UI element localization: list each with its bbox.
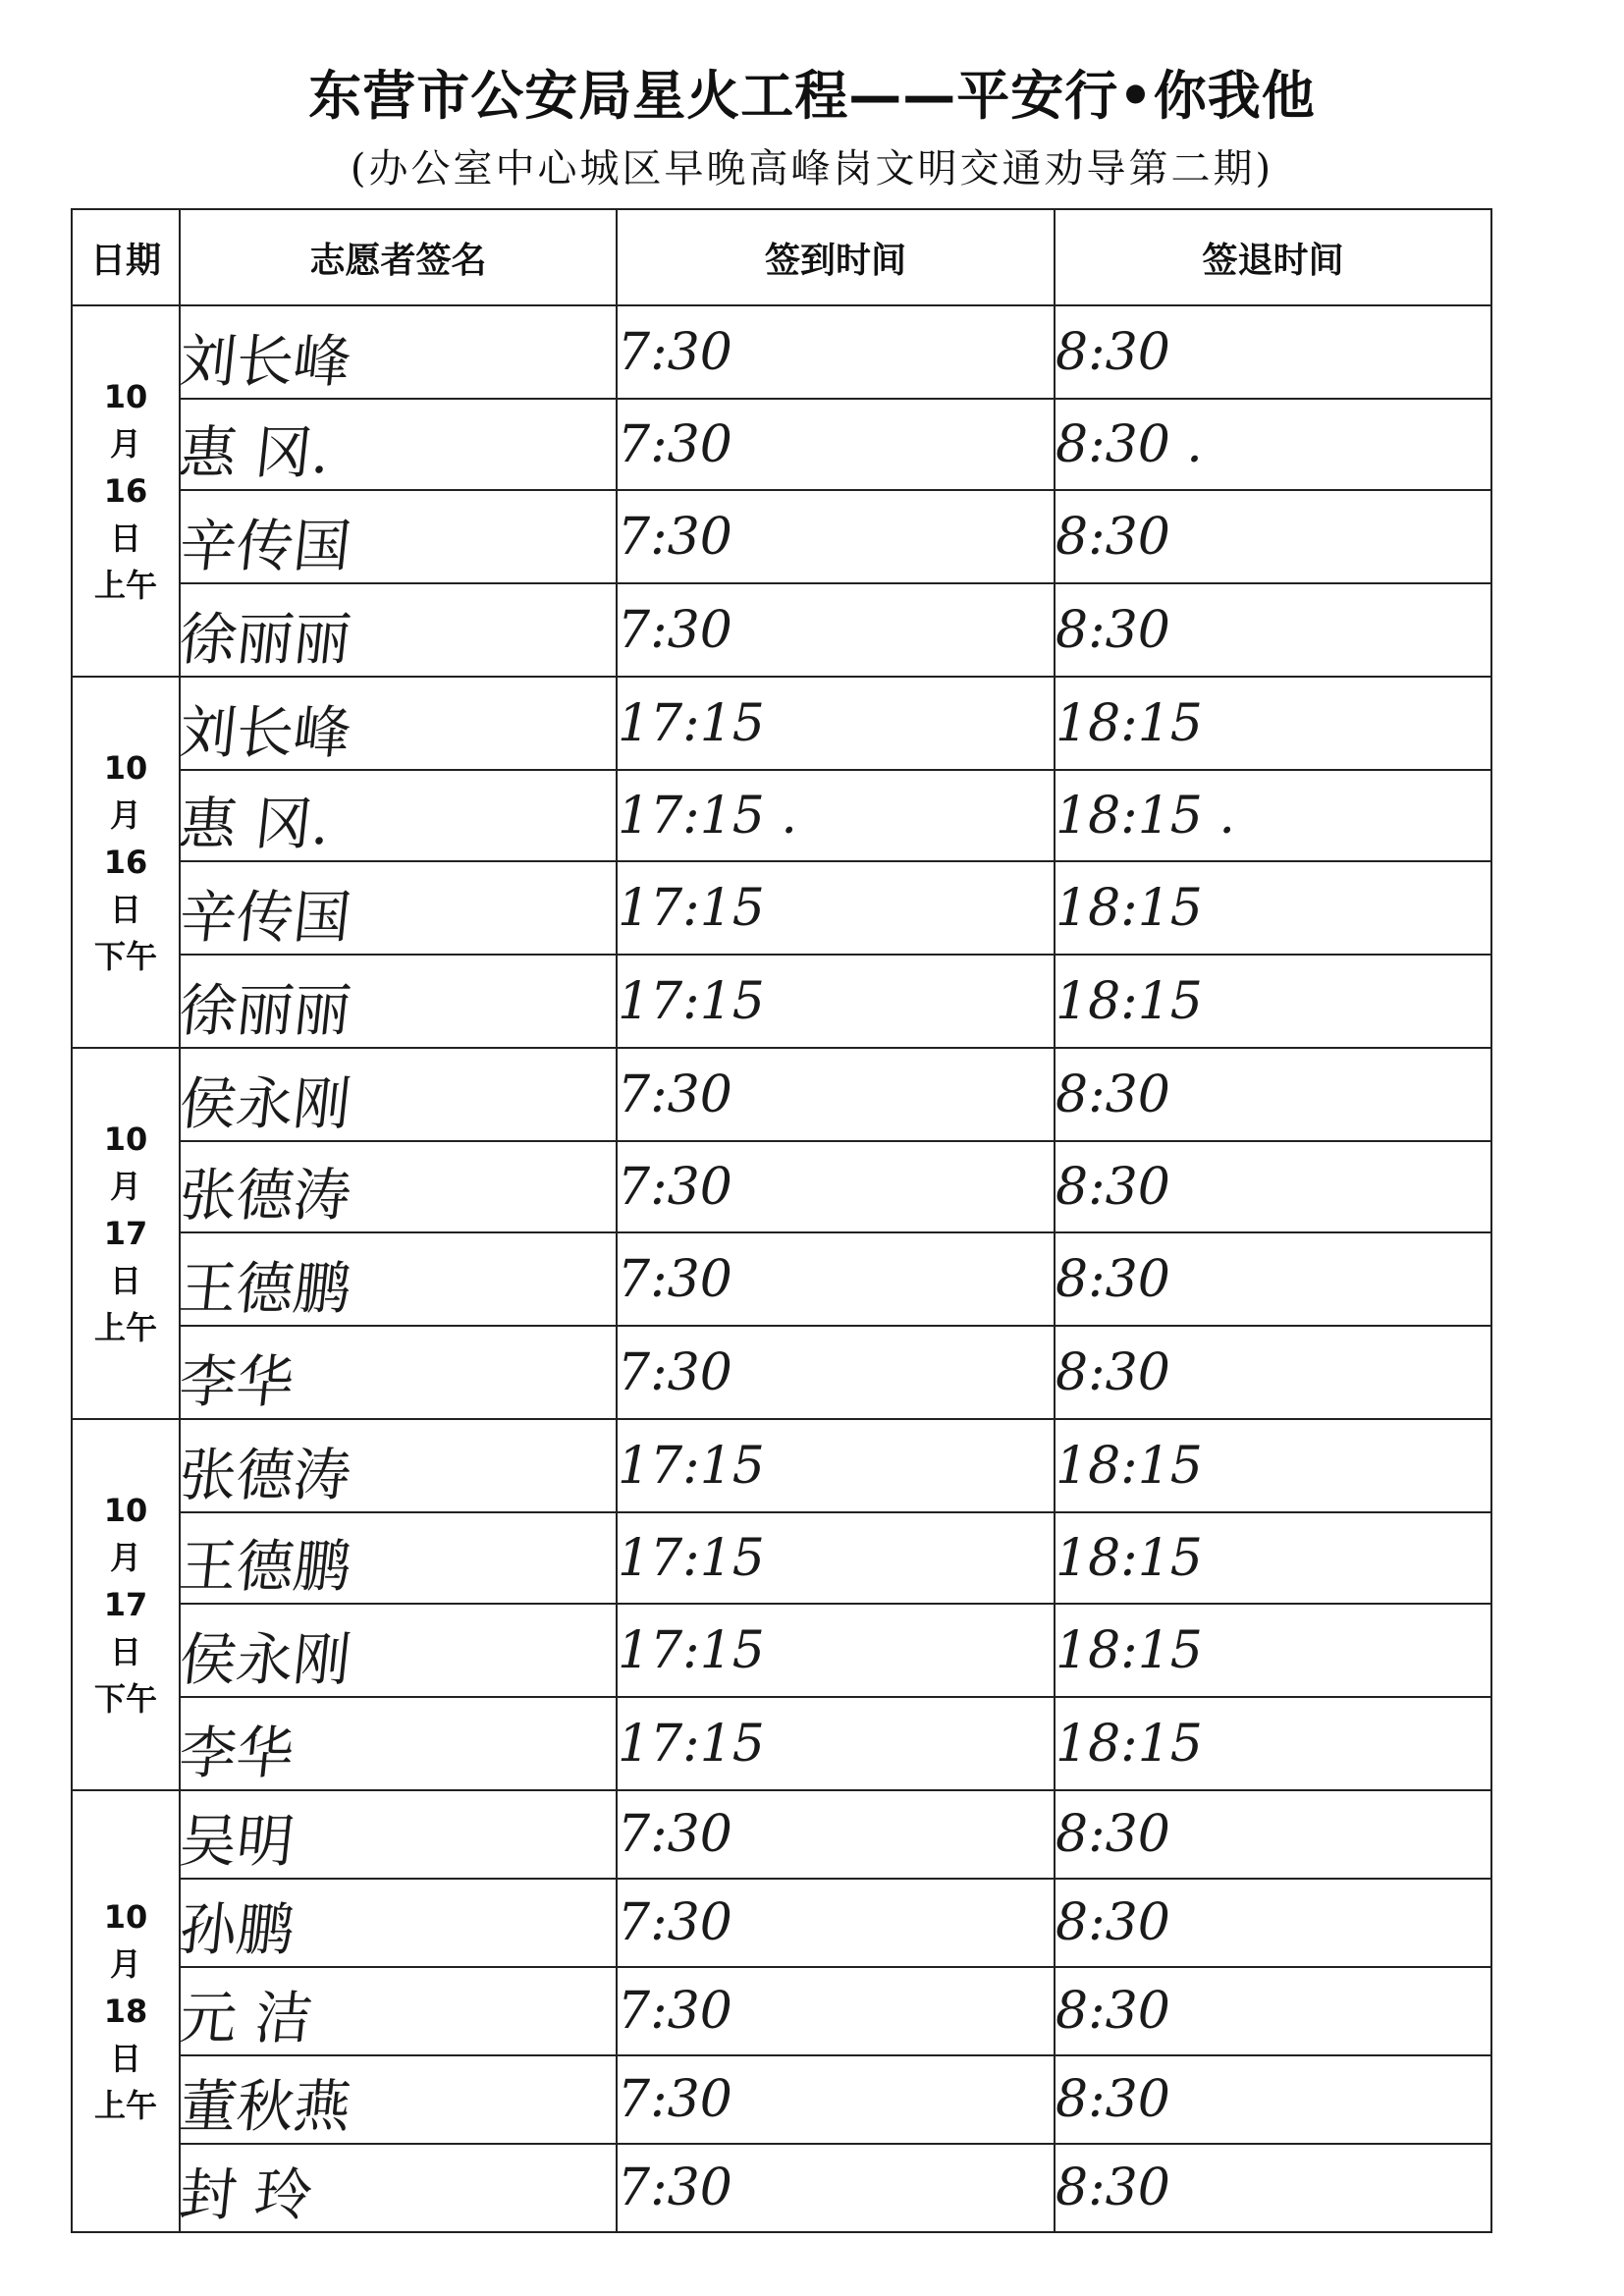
table-row — [72, 1604, 1491, 1697]
check-in-time: 7:30 — [617, 2144, 1055, 2232]
check-in-time: 7:30 — [617, 1048, 1055, 1141]
date-part: 日 — [109, 1262, 141, 1299]
date-cell — [72, 305, 180, 677]
date-part: 月 — [109, 1539, 141, 1576]
check-in-time: 7:30 — [617, 1326, 1055, 1419]
date-part: 10 — [103, 749, 148, 787]
check-out-time: 18:15 — [1055, 1697, 1491, 1790]
check-in-time: 17:15 . — [617, 770, 1055, 861]
date-part: 17 — [103, 1586, 148, 1623]
check-in-time: 7:30 — [617, 583, 1055, 677]
header-check-out-time: 签退时间 — [1055, 209, 1491, 305]
volunteer-signature: 徐丽丽 — [175, 955, 622, 1048]
check-out-time: 18:15 — [1055, 955, 1491, 1048]
date-cell — [72, 1048, 180, 1419]
volunteer-signature: 张德涛 — [175, 1419, 622, 1512]
check-out-time: 8:30 — [1055, 1967, 1491, 2055]
date-part: 月 — [109, 425, 141, 463]
check-in-time: 7:30 — [617, 1790, 1055, 1879]
check-out-time: 8:30 — [1055, 305, 1491, 399]
table-row — [72, 2144, 1491, 2232]
check-in-time: 7:30 — [617, 1141, 1055, 1232]
check-in-time: 17:15 — [617, 1604, 1055, 1697]
date-part: 下午 — [93, 938, 157, 975]
sign-in-table — [71, 208, 1492, 2233]
table-row — [72, 1419, 1491, 1512]
volunteer-signature: 吴明 — [175, 1790, 621, 1879]
volunteer-signature: 惠 冈. — [175, 399, 622, 490]
date-part: 日 — [109, 519, 141, 557]
check-out-time: 8:30 — [1055, 2055, 1491, 2144]
volunteer-signature: 侯永刚 — [175, 1048, 622, 1141]
header-volunteer-signature: 志愿者签名 — [180, 209, 617, 305]
volunteer-signature: 侯永刚 — [175, 1604, 622, 1697]
header-row — [72, 209, 1491, 305]
volunteer-signature: 刘长峰 — [175, 305, 622, 399]
check-in-time: 17:15 — [617, 955, 1055, 1048]
check-out-time: 8:30 — [1055, 1048, 1491, 1141]
date-part: 17 — [103, 1215, 148, 1252]
date-part: 日 — [109, 1633, 141, 1670]
header-date: 日期 — [72, 209, 180, 305]
date-part: 日 — [109, 891, 141, 928]
volunteer-signature: 张德涛 — [175, 1141, 622, 1232]
check-in-time: 17:15 — [617, 677, 1055, 770]
table-body — [72, 305, 1491, 2232]
check-out-time: 8:30 — [1055, 1326, 1491, 1419]
table-row — [72, 1232, 1491, 1326]
date-part: 日 — [109, 2040, 141, 2077]
date-part: 上午 — [93, 1309, 157, 1346]
check-in-time: 7:30 — [617, 490, 1055, 583]
check-in-time: 17:15 — [617, 1697, 1055, 1790]
check-in-time: 7:30 — [617, 399, 1055, 490]
volunteer-signature: 李华 — [175, 1697, 622, 1790]
volunteer-signature: 刘长峰 — [175, 677, 622, 770]
check-out-time: 8:30 — [1055, 490, 1491, 583]
check-in-time: 7:30 — [617, 1967, 1055, 2055]
date-part: 10 — [103, 378, 148, 415]
date-part: 10 — [103, 1898, 148, 1936]
document-subtitle: (办公室中心城区早晚高峰岗文明交通劝导第二期) — [350, 146, 1274, 191]
table-row — [72, 1512, 1491, 1604]
volunteer-signature: 王德鹏 — [175, 1232, 622, 1326]
table-row — [72, 1967, 1491, 2055]
check-in-time: 17:15 — [617, 1419, 1055, 1512]
check-out-time: 8:30 . — [1055, 399, 1491, 490]
table-row — [72, 677, 1491, 770]
table-row — [72, 305, 1491, 399]
date-part: 10 — [103, 1121, 148, 1158]
date-part: 月 — [109, 1168, 141, 1205]
table-row — [72, 399, 1491, 490]
date-part: 16 — [103, 472, 148, 510]
volunteer-signature: 徐丽丽 — [175, 583, 622, 677]
table-row — [72, 2055, 1491, 2144]
check-out-time: 8:30 — [1055, 1232, 1491, 1326]
check-in-time: 7:30 — [617, 305, 1055, 399]
check-in-time: 7:30 — [617, 2055, 1055, 2144]
table-row — [72, 1141, 1491, 1232]
check-out-time: 18:15 — [1055, 1419, 1491, 1512]
date-part: 下午 — [93, 1680, 157, 1718]
check-out-time: 18:15 — [1055, 861, 1491, 955]
date-cell — [72, 1419, 180, 1790]
date-part: 上午 — [93, 2087, 157, 2124]
check-out-time: 8:30 — [1055, 1879, 1491, 1967]
check-out-time: 18:15 — [1055, 1604, 1491, 1697]
date-part: 16 — [103, 844, 148, 881]
check-out-time: 8:30 — [1055, 1790, 1491, 1879]
date-part: 18 — [103, 1993, 148, 2030]
check-in-time: 17:15 — [617, 1512, 1055, 1604]
table-row — [72, 770, 1491, 861]
document-title: 东营市公安局星火工程——平安行•你我他 — [308, 65, 1316, 127]
volunteer-signature: 李华 — [175, 1326, 622, 1419]
check-in-time: 7:30 — [617, 1232, 1055, 1326]
volunteer-signature: 董秋燕 — [175, 2055, 621, 2144]
check-in-time: 7:30 — [617, 1879, 1055, 1967]
check-in-time: 17:15 — [617, 861, 1055, 955]
check-out-time: 18:15 . — [1055, 770, 1491, 861]
table-row — [72, 1048, 1491, 1141]
table-row — [72, 490, 1491, 583]
table-row — [72, 583, 1491, 677]
volunteer-signature: 辛传国 — [175, 861, 622, 955]
date-part: 月 — [109, 1945, 141, 1983]
date-cell — [72, 677, 180, 1048]
header-check-in-time: 签到时间 — [617, 209, 1055, 305]
table-row — [72, 955, 1491, 1048]
volunteer-signature: 孙鹏 — [175, 1879, 621, 1967]
date-cell — [72, 1790, 180, 2232]
check-out-time: 8:30 — [1055, 1141, 1491, 1232]
volunteer-signature: 王德鹏 — [175, 1512, 622, 1604]
volunteer-signature: 惠 冈. — [175, 770, 622, 861]
date-part: 上午 — [93, 567, 157, 604]
check-out-time: 8:30 — [1055, 583, 1491, 677]
table-row — [72, 1790, 1491, 1879]
check-out-time: 18:15 — [1055, 1512, 1491, 1604]
table-row — [72, 1697, 1491, 1790]
table-row — [72, 1326, 1491, 1419]
date-part: 月 — [109, 796, 141, 834]
check-out-time: 18:15 — [1055, 677, 1491, 770]
table-row — [72, 1879, 1491, 1967]
date-part: 10 — [103, 1492, 148, 1529]
table-row — [72, 861, 1491, 955]
volunteer-signature: 封 玲 — [175, 2144, 621, 2232]
volunteer-signature: 辛传国 — [175, 490, 622, 583]
check-out-time: 8:30 — [1055, 2144, 1491, 2232]
volunteer-signature: 元 洁 — [175, 1967, 621, 2055]
